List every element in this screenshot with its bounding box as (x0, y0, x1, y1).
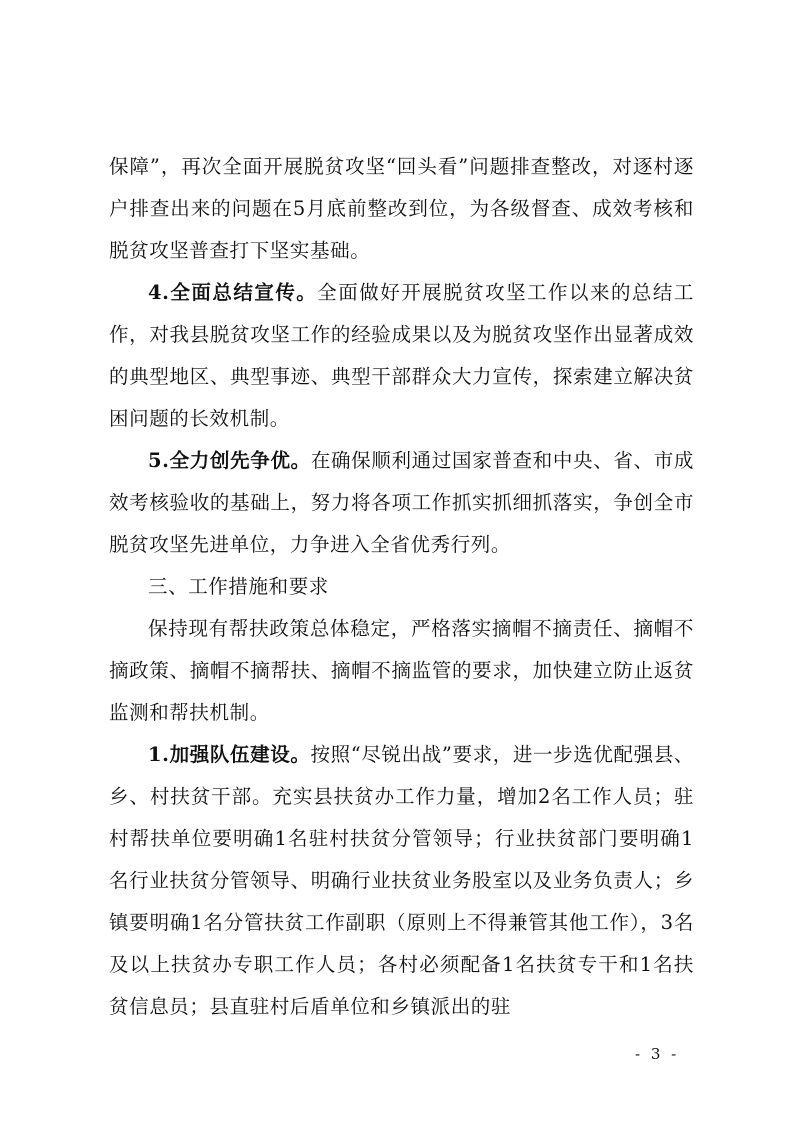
paragraph-text: 在确保顺利通过国家普查和中央、省、市成效考核验收的基础上，努力将各项工作抓实抓细抓落实，争创全市脱贫攻坚先进单位，力争进入全省优秀行列。 (109, 449, 694, 556)
paragraph-text: 保障”，再次全面开展脱贫攻坚“回头看”问题排查整改，对逐村逐户排查出来的问题在5月底前整改到位，为各级督查、成效考核和脱贫攻坚普查打下坚实基础。 (109, 155, 694, 262)
paragraph-text: 按照“尽锐出战”要求，进一步选优配强县、乡、村扶贫干部。充实县扶贫办工作力量，增加2名工作人员；驻村帮扶单位要明确1名驻村扶贫分管领导；行业扶贫部门要明确1名行业扶贫分管领导、明确行业扶贫业务股室以及业务负责人；乡镇要明确1名分管扶贫工作副职（原则上不得兼管其他工作），3名及以上扶贫办专职工作人员；各村必须配备1名扶贫专干和1名扶贫信息员；县直驻村后盾单位和乡镇派出的驻 (109, 743, 694, 1018)
paragraph-item-5 (109, 440, 694, 566)
page-number: - 3 - (635, 1045, 680, 1063)
section-heading (109, 566, 694, 608)
paragraph-intro (109, 608, 694, 734)
paragraph-item-1 (109, 734, 694, 1028)
paragraph-continuation (109, 146, 694, 272)
item-heading: 5.全力创先争优。 (148, 449, 311, 472)
paragraph-text: 保持现有帮扶政策总体稳定，严格落实摘帽不摘责任、摘帽不摘政策、摘帽不摘帮扶、摘帽不摘监管的要求，加快建立防止返贫监测和帮扶机制。 (109, 617, 694, 724)
item-heading: 4.全面总结宣传。 (148, 281, 318, 304)
document-body (109, 146, 694, 1028)
paragraph-item-4 (109, 272, 694, 440)
section-heading-text: 三、工作措施和要求 (148, 575, 329, 598)
paragraph-text: 全面做好开展脱贫攻坚工作以来的总结工作，对我县脱贫攻坚工作的经验成果以及为脱贫攻坚作出显著成效的典型地区、典型事迹、典型干部群众大力宣传，探索建立解决贫困问题的长效机制。 (109, 281, 694, 430)
item-heading: 1.加强队伍建设。 (148, 743, 311, 766)
